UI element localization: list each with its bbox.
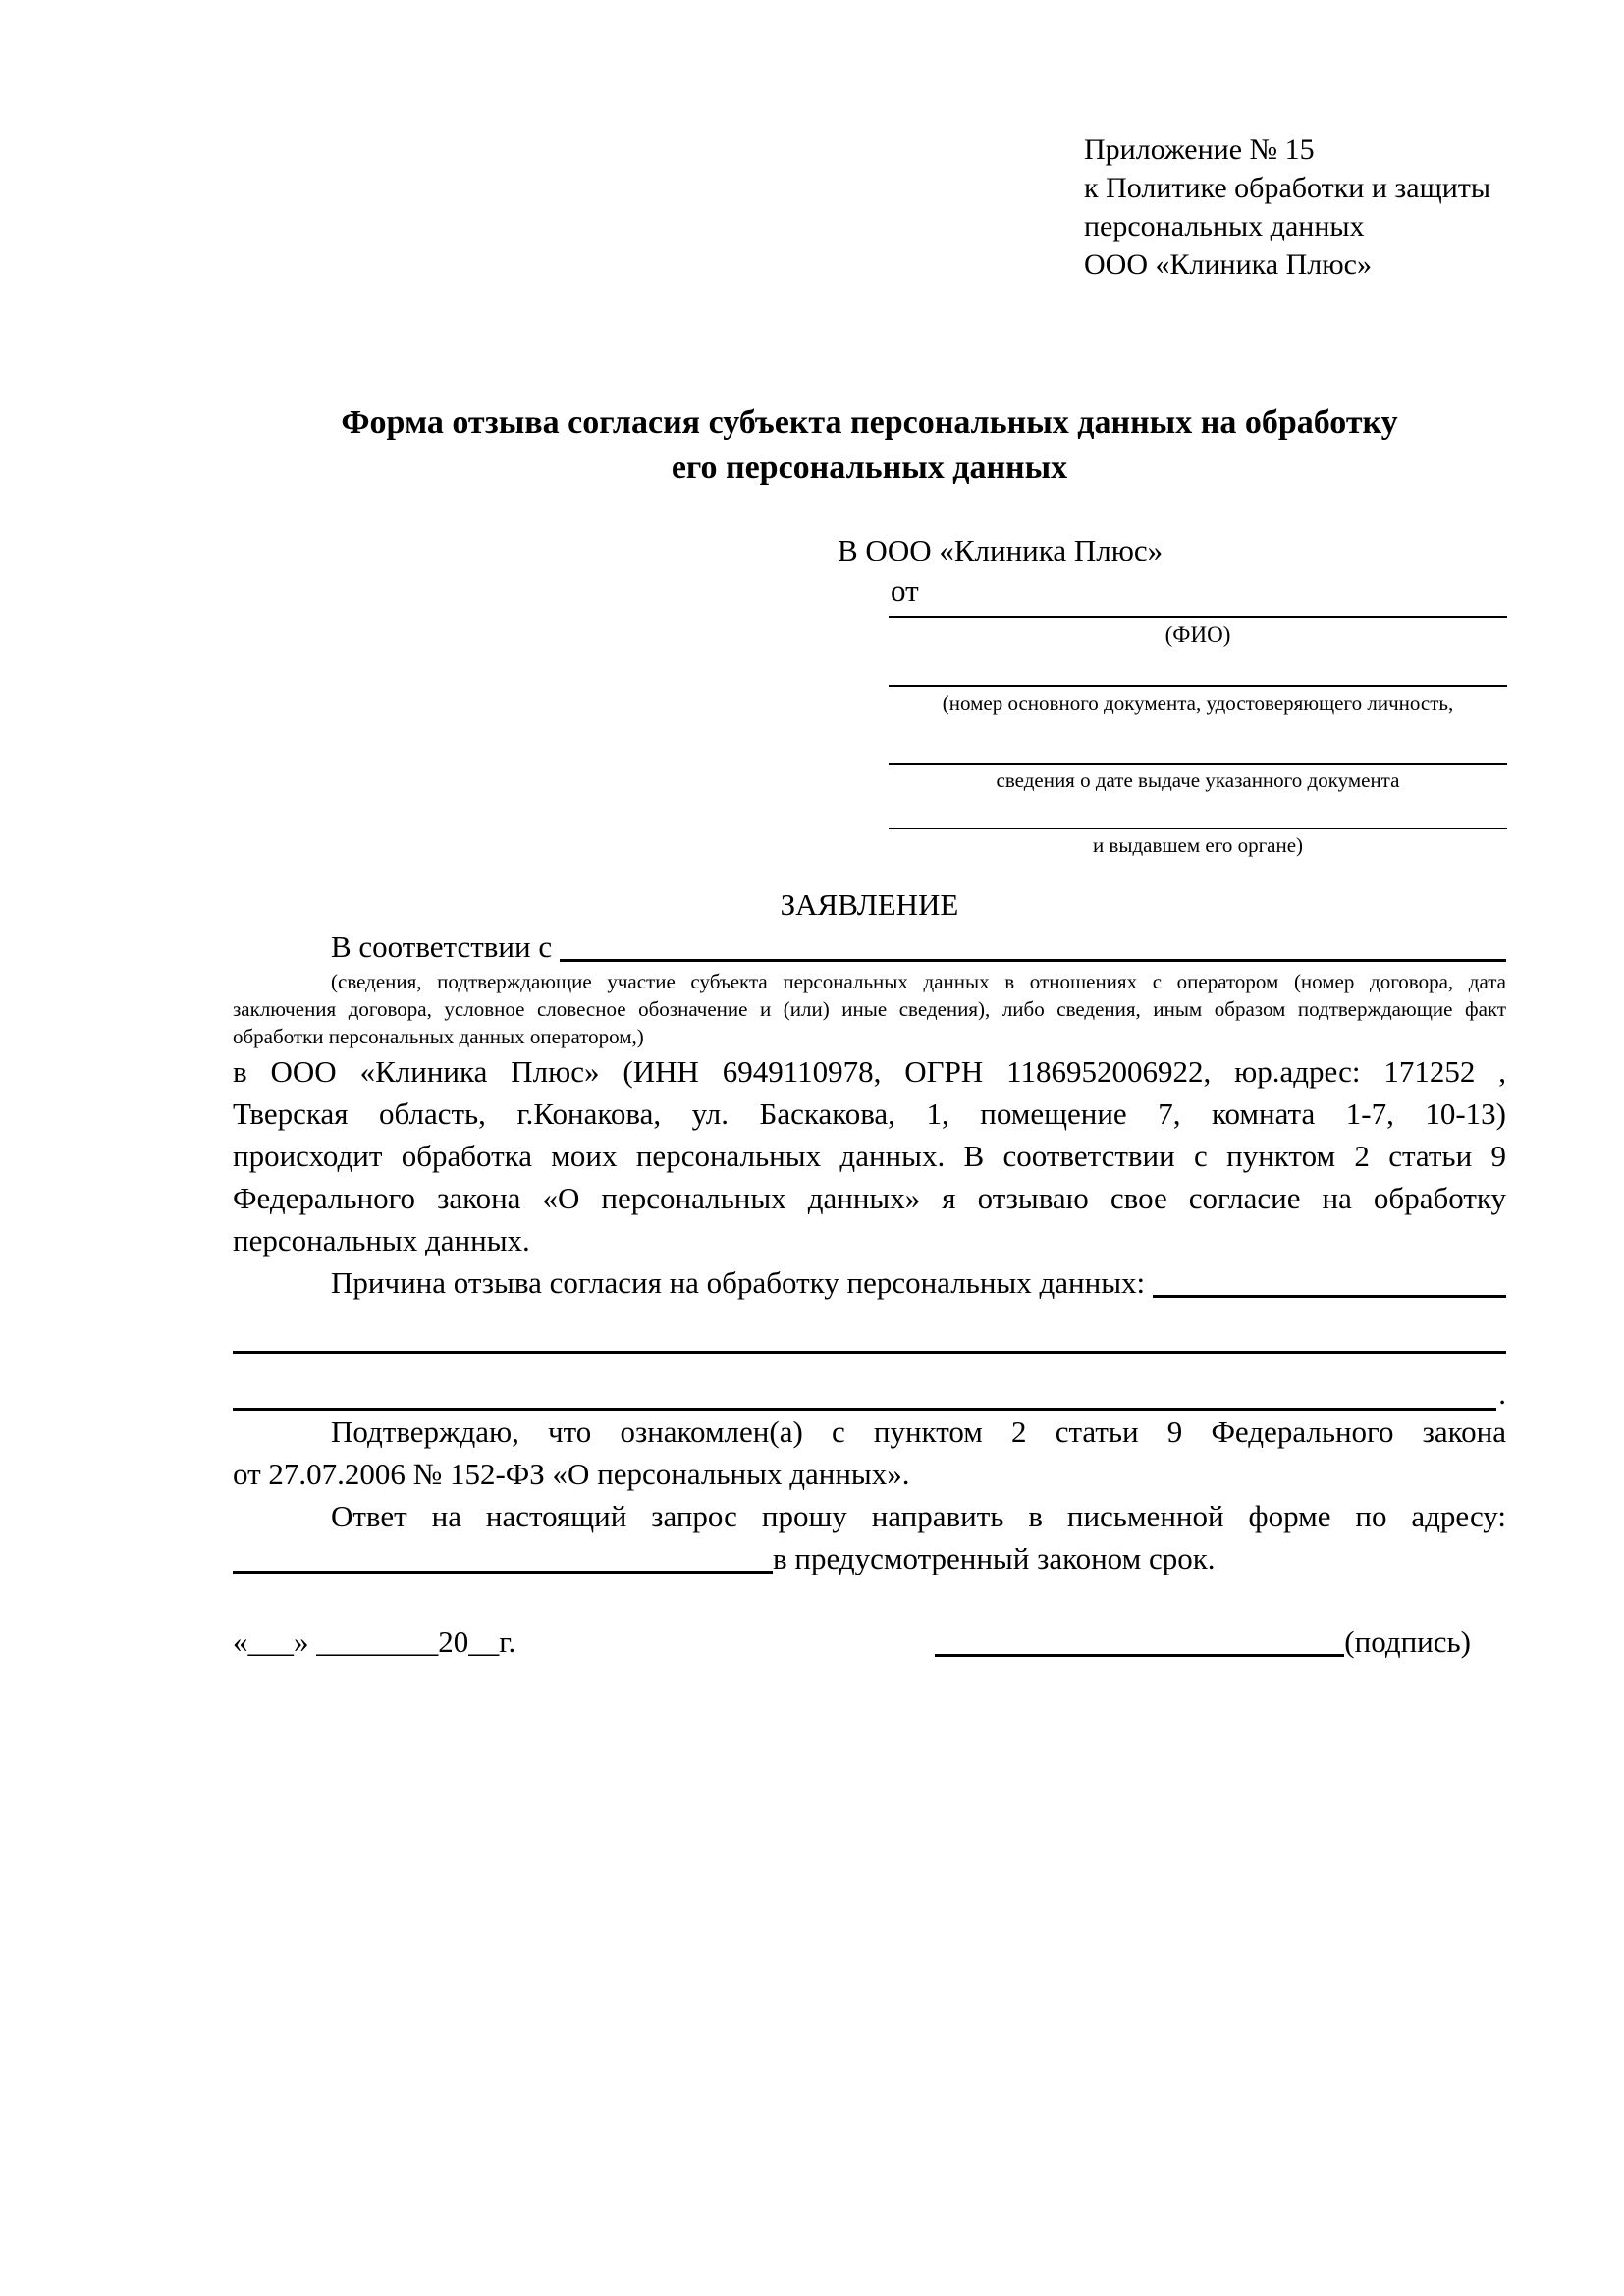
appendix-line: к Политике обработки и защиты: [1084, 172, 1491, 204]
statement-body-line: персональных данных.: [233, 1223, 530, 1257]
confirmation-line: от 27.07.2006 № 152-ФЗ «О персональных данных».: [233, 1457, 910, 1491]
signature-row: [233, 1621, 1471, 1663]
reply-request-line: Ответ на настоящий запрос прошу направить в письменной форме по адресу:: [331, 1499, 1506, 1533]
appendix-line: персональных данных: [1084, 210, 1365, 242]
reply-address-row: [233, 1537, 1506, 1579]
issuer-blank-line: [889, 793, 1507, 829]
document-title-line: Форма отзыва согласия субъекта персональных данных на обработку: [341, 404, 1398, 441]
issue-date-caption: сведения о дате выдаче указанного документа: [996, 769, 1400, 792]
doc-number-blank-line: [889, 649, 1507, 687]
doc-number-caption: (номер основного документа, удостоверяющего личность,: [942, 691, 1454, 715]
reason-blank-line: [1153, 1261, 1506, 1298]
document-title-line: его персональных данных: [671, 450, 1068, 486]
confirmation-line: Подтверждаю, что ознакомлен(а) с пунктом 2 статьи 9 Федерального закона: [331, 1415, 1506, 1449]
appendix-line: Приложение № 15: [1084, 133, 1315, 166]
reason-continuation-line-1: [233, 1304, 1506, 1354]
signature-group: [935, 1621, 1471, 1663]
accordance-note-line: обработки персональных данных оператором,): [233, 1025, 644, 1048]
reason-label: Причина отзыва согласия на обработку персональных данных:: [331, 1265, 1146, 1300]
reason-continuation-line-2: [233, 1354, 1506, 1411]
recipient-fields: [889, 589, 1507, 858]
reason-blank-line-2: [233, 1354, 1496, 1411]
appendix-line: ООО «Клиника Плюс»: [1084, 248, 1372, 281]
statement-body: [233, 1050, 1506, 1261]
signature-blank-line: [935, 1621, 1344, 1657]
date-stub: «___» ________20__г.: [233, 1625, 516, 1659]
document-title: [233, 400, 1506, 491]
appendix-header: [1084, 131, 1490, 284]
accordance-note-line: (сведения, подтверждающие участие субъекта персональных данных в отношениях с оператором (номер договора, дата: [331, 970, 1506, 993]
reason-end-period: .: [1498, 1376, 1506, 1411]
fio-caption: (ФИО): [1164, 622, 1231, 647]
statement-heading: ЗАЯВЛЕНИЕ: [780, 887, 959, 922]
statement-body-line: происходит обработка моих персональных данных. В соответствии с пунктом 2 статьи 9: [233, 1139, 1506, 1173]
accordance-note: [233, 968, 1506, 1050]
from-label: от: [891, 573, 919, 608]
issuer-caption: и выдавшем его органе): [1092, 833, 1304, 857]
address-blank-line: [233, 1537, 773, 1574]
accordance-blank-line: [560, 926, 1506, 962]
reply-suffix: в предусмотренный законом срок.: [773, 1541, 1216, 1575]
statement-body-line: Федерального закона «О персональных данных» я отзываю свое согласие на обработку: [233, 1181, 1506, 1215]
statement-body-line: Тверская область, г.Конакова, ул. Баскакова, 1, помещение 7, комната 1-7, 10-13): [233, 1096, 1506, 1131]
recipient-org: В ООО «Клиника Плюс»: [838, 533, 1164, 567]
accordance-note-line: заключения договора, условное словесное обозначение и (или) иные сведения), либо сведения, иным образом подтверждающие факт: [233, 997, 1506, 1021]
accordance-label: В соответствии с: [331, 930, 553, 964]
confirmation-paragraph: [233, 1411, 1506, 1495]
signature-caption: (подпись): [1344, 1625, 1471, 1659]
statement-section: [233, 883, 1506, 1663]
accordance-row: [233, 926, 1506, 968]
statement-body-line: в ООО «Клиника Плюс» (ИНН 6949110978, ОГРН 1186952006922, юр.адрес: 171252 ,: [233, 1054, 1506, 1089]
reason-row: [233, 1261, 1506, 1304]
fio-blank-line: [889, 589, 1507, 618]
issue-date-blank-line: [889, 716, 1507, 765]
